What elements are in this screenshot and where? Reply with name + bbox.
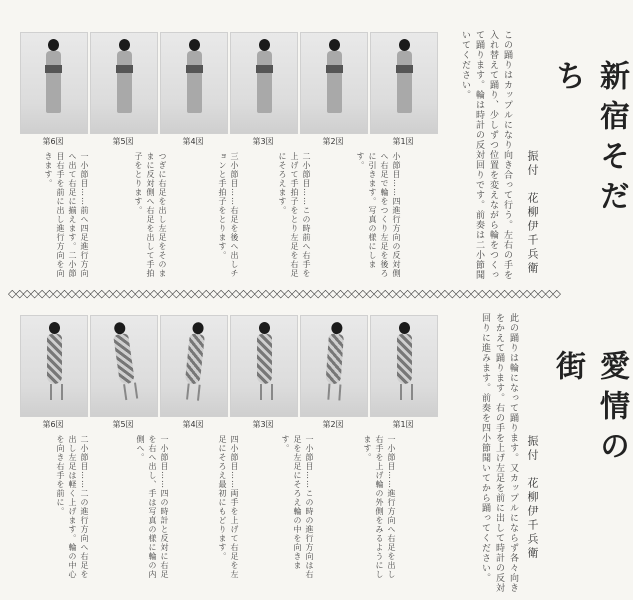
song2-title: 愛情の街: [550, 350, 629, 470]
song1-step-text: 小節目……四進行方向の反対側へ右足で輪をつくり左足を後ろに引きます。写真の様にします。: [356, 152, 401, 278]
figure-label: 第5図: [112, 137, 134, 146]
section-divider: ◇◇◇◇◇◇◇◇◇◇◇◇◇◇◇◇◇◇◇◇◇◇◇◇◇◇◇◇◇◇◇◇◇◇◇◇◇◇◇◇◇◇◇◇◇◇◇◇◇◇◇◇◇◇◇◇◇◇◇◇◇◇◇◇◇◇◇◇◇◇◇◇◇◇: [8, 287, 561, 300]
song2-photo-strip: [20, 315, 435, 429]
song1-intro: この踊りはカップルになり向き合って行う。左右の手を入れ替えて踊り、少しずつ位置を変えながら輪をつくって踊ります。輪は時計の反対回りです。前奏は二小節聞いてください。: [460, 30, 512, 280]
song2-photo-5: [90, 315, 158, 417]
song1-photo-1: [370, 32, 438, 134]
song2-step-text: 一小節目……四の時計と反対に右足を右へ出し、手は写真の様に輪の内側へ。: [136, 435, 169, 579]
song2-step-text: 四小節目……両手を上げて右足を左足にそろえ最初にもどります。: [218, 435, 239, 579]
song1-photo-2: [300, 32, 368, 134]
song1-photo-6: [20, 32, 88, 134]
song2-photo-1: [370, 315, 438, 417]
figure-label: 第3図: [252, 420, 274, 429]
figure-label: 第1図: [392, 137, 414, 146]
song2-step-text: 二小節目……二の進行方向へ右足を出し左足は軽く上げます。輪の中心を向き右手を前に。: [56, 435, 89, 579]
song2-section: [0, 305, 629, 600]
song2-photo-2: [300, 315, 368, 417]
song2-step-text: 一小節目……進行方向へ右足を出し右手を上げ輪の外側をみるようにします。: [363, 435, 396, 579]
figure-label: 第2図: [322, 420, 344, 429]
song1-section: [0, 0, 629, 285]
figure-label: 第4図: [182, 137, 204, 146]
figure-label: 第4図: [182, 420, 204, 429]
song1-photo-5: [90, 32, 158, 134]
song1-step-text: 二小節目……この時前へ右手を上げて手拍子をとり左足を右足にそろえます。: [278, 152, 311, 278]
song1-photo-3: [230, 32, 298, 134]
song2-photo-6: [20, 315, 88, 417]
song1-choreographer: 振付 花柳伊千兵衛: [526, 150, 539, 276]
song1-photo-strip: [20, 32, 435, 146]
figure-label: 第6図: [42, 420, 64, 429]
song1-step-text: つぎに右足を出し左足をそのままに反対側へ右足を出して手拍子をとります。: [134, 152, 167, 278]
figure-label: 第5図: [112, 420, 134, 429]
song2-choreographer: 振付 花柳伊千兵衛: [526, 435, 539, 561]
figure-label: 第1図: [392, 420, 414, 429]
figure-label: 第3図: [252, 137, 274, 146]
song1-photo-4: [160, 32, 228, 134]
song1-step-text: 一小節目……前へ四足進行方向へ出て右足に揃えます。二小節目右手を前に出し進行方向を向きます。: [44, 152, 89, 278]
song2-photo-4: [160, 315, 228, 417]
song1-step-text: 三小節目……右足を後へ出しチョンと手拍子をとります。: [218, 152, 239, 278]
song2-step-text: 一小節目……この時の進行方向は右足を左足にそろえ輪の中を向きます。: [281, 435, 314, 579]
song2-intro: 此の踊りは輪になって踊ります。又カップルにならず各々向きをかえて踊ります。右の手を上げ左足を前に出して時計の反対回りに進みます。前奏を四小節聞いてから踊ってください。: [480, 313, 518, 593]
figure-label: 第6図: [42, 137, 64, 146]
figure-label: 第2図: [322, 137, 344, 146]
song2-photo-3: [230, 315, 298, 417]
song1-title: 新宿そだち: [550, 60, 629, 220]
